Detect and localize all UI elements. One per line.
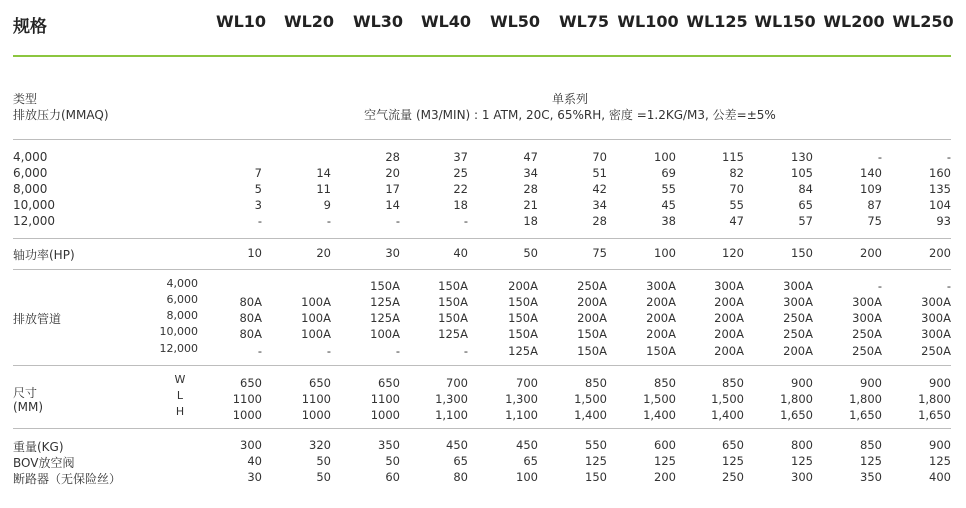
pressure-cell: - — [326, 214, 331, 228]
pressure-row-label: 12,000 — [13, 214, 55, 228]
dimension-sublabel: L — [176, 389, 184, 402]
dimension-cell: 900 — [791, 376, 813, 390]
pipe-cell: 100A — [370, 327, 400, 341]
model-header-wl20: WL20 — [283, 12, 335, 31]
pipe-cell: - — [326, 344, 331, 358]
pipe-cell: 200A — [783, 344, 813, 358]
pipe-cell: 200A — [646, 311, 676, 325]
pressure-cell: 105 — [791, 166, 813, 180]
shaft-power-cell: 50 — [523, 246, 538, 260]
pipe-cell: - — [877, 279, 882, 293]
pressure-cell: 69 — [661, 166, 676, 180]
misc-cell: 600 — [654, 438, 676, 452]
pipe-cell: 300A — [852, 295, 882, 309]
pressure-cell: 37 — [453, 150, 468, 164]
pipe-cell: 200A — [577, 311, 607, 325]
dimension-cell: 1000 — [232, 408, 262, 422]
pressure-cell: 17 — [385, 182, 400, 196]
pipe-cell: 250A — [577, 279, 607, 293]
misc-cell: 150 — [585, 470, 607, 484]
shaft-power-label: 轴功率(HP) — [13, 248, 75, 262]
pressure-cell: 47 — [523, 150, 538, 164]
dimension-cell: 1,800 — [918, 392, 951, 406]
dimension-cell: 1000 — [301, 408, 331, 422]
pipe-cell: 80A — [239, 311, 262, 325]
dimension-cell: 700 — [516, 376, 538, 390]
pressure-cell: 34 — [592, 198, 607, 212]
dimension-cell: 1,300 — [435, 392, 468, 406]
dimension-cell: 1,500 — [574, 392, 607, 406]
pipe-cell: 200A — [646, 295, 676, 309]
pressure-cell: 11 — [316, 182, 331, 196]
pressure-label: 排放压力(MMAQ) — [13, 108, 109, 122]
misc-cell: 50 — [316, 454, 331, 468]
model-header-wl10: WL10 — [215, 12, 267, 31]
pipe-cell: 250A — [852, 344, 882, 358]
model-header-wl30: WL30 — [352, 12, 404, 31]
dimension-cell: 850 — [585, 376, 607, 390]
misc-cell: 300 — [240, 438, 262, 452]
dimension-cell: 1100 — [301, 392, 331, 406]
misc-cell: 200 — [654, 470, 676, 484]
model-header-wl125: WL125 — [686, 12, 748, 31]
page-title: 规格 — [13, 17, 47, 37]
pipe-cell: 300A — [714, 279, 744, 293]
pipe-cell: 300A — [921, 295, 951, 309]
pipe-cell: 250A — [921, 344, 951, 358]
pressure-cell: 84 — [798, 182, 813, 196]
pressure-cell: 70 — [729, 182, 744, 196]
dimension-cell: 700 — [446, 376, 468, 390]
pipe-cell: 150A — [577, 344, 607, 358]
misc-cell: 50 — [316, 470, 331, 484]
pipe-cell: 100A — [301, 311, 331, 325]
dimension-cell: 850 — [654, 376, 676, 390]
pipe-cell: 200A — [714, 295, 744, 309]
pipe-cell: 150A — [370, 279, 400, 293]
pipe-cell: 80A — [239, 327, 262, 341]
pressure-cell: 55 — [729, 198, 744, 212]
dimension-cell: 900 — [860, 376, 882, 390]
misc-cell: 125 — [654, 454, 676, 468]
divider — [13, 139, 951, 140]
model-header-wl200: WL200 — [823, 12, 885, 31]
pressure-cell: 28 — [592, 214, 607, 228]
pressure-cell: 7 — [254, 166, 262, 180]
pipe-cell: 250A — [783, 311, 813, 325]
misc-cell: 125 — [860, 454, 882, 468]
pressure-cell: 55 — [661, 182, 676, 196]
pipe-cell: 200A — [714, 327, 744, 341]
pipe-cell: - — [946, 279, 951, 293]
pipe-pressure-sublabel: 12,000 — [159, 342, 198, 355]
pressure-cell: 42 — [592, 182, 607, 196]
dimension-cell: 1,300 — [505, 392, 538, 406]
misc-cell: 450 — [446, 438, 468, 452]
pressure-cell: 82 — [729, 166, 744, 180]
dimension-cell: 1,800 — [780, 392, 813, 406]
model-header-wl250: WL250 — [892, 12, 954, 31]
misc-cell: 300 — [791, 470, 813, 484]
dimension-cell: 1,650 — [918, 408, 951, 422]
model-header-wl75: WL75 — [558, 12, 610, 31]
flow-note: 空气流量 (M3/MIN) : 1 ATM, 20C, 65%RH, 密度 =1.2KG/M3, 公差=±5% — [364, 108, 776, 122]
pipe-pressure-sublabel: 8,000 — [166, 309, 198, 322]
pressure-cell: 87 — [867, 198, 882, 212]
shaft-power-cell: 150 — [791, 246, 813, 260]
pressure-cell: 34 — [523, 166, 538, 180]
pressure-cell: - — [395, 214, 400, 228]
pressure-cell: 9 — [323, 198, 331, 212]
pipe-cell: 250A — [783, 327, 813, 341]
divider — [13, 365, 951, 366]
pressure-row-label: 8,000 — [13, 182, 48, 196]
misc-row-label: 断路器（无保险丝） — [13, 472, 122, 486]
pipe-cell: 150A — [438, 311, 468, 325]
pipe-cell: 150A — [508, 311, 538, 325]
misc-cell: 60 — [385, 470, 400, 484]
misc-cell: 320 — [309, 438, 331, 452]
pressure-cell: 14 — [385, 198, 400, 212]
misc-cell: 850 — [860, 438, 882, 452]
pipe-cell: - — [463, 344, 468, 358]
dimension-cell: 650 — [378, 376, 400, 390]
pressure-cell: 5 — [254, 182, 262, 196]
pressure-cell: - — [946, 150, 951, 164]
pipe-cell: 100A — [301, 327, 331, 341]
pressure-row-label: 4,000 — [13, 150, 48, 164]
pipe-cell: 200A — [714, 344, 744, 358]
discharge-pipe-label: 排放管道 — [13, 312, 62, 326]
pressure-cell: 47 — [729, 214, 744, 228]
pressure-cell: 28 — [523, 182, 538, 196]
pressure-cell: 25 — [453, 166, 468, 180]
pressure-cell: 22 — [453, 182, 468, 196]
dimension-sublabel: W — [174, 373, 186, 386]
pipe-cell: - — [257, 344, 262, 358]
dimension-cell: 1,400 — [574, 408, 607, 422]
misc-cell: 900 — [929, 438, 951, 452]
pressure-cell: - — [257, 214, 262, 228]
pipe-pressure-sublabel: 10,000 — [159, 325, 198, 338]
pipe-pressure-sublabel: 6,000 — [166, 293, 198, 306]
pipe-cell: 150A — [438, 295, 468, 309]
pressure-cell: 18 — [453, 198, 468, 212]
header-divider — [13, 55, 951, 57]
pressure-cell: 18 — [523, 214, 538, 228]
shaft-power-cell: 10 — [247, 246, 262, 260]
misc-row-label: 重量(KG) — [13, 440, 64, 454]
shaft-power-cell: 30 — [385, 246, 400, 260]
pipe-cell: - — [395, 344, 400, 358]
pressure-cell: 104 — [929, 198, 951, 212]
pipe-cell: 150A — [508, 327, 538, 341]
divider — [13, 269, 951, 270]
shaft-power-cell: 40 — [453, 246, 468, 260]
pressure-cell: 28 — [385, 150, 400, 164]
pressure-cell: 65 — [798, 198, 813, 212]
pipe-cell: 300A — [921, 327, 951, 341]
misc-cell: 250 — [722, 470, 744, 484]
misc-row-label: BOV放空阀 — [13, 456, 75, 470]
misc-cell: 65 — [453, 454, 468, 468]
pipe-cell: 300A — [783, 295, 813, 309]
pipe-cell: 300A — [921, 311, 951, 325]
misc-cell: 650 — [722, 438, 744, 452]
size-unit-label: (MM) — [13, 400, 44, 414]
pressure-cell: - — [463, 214, 468, 228]
model-header-wl150: WL150 — [754, 12, 816, 31]
pressure-cell: 51 — [592, 166, 607, 180]
pipe-cell: 200A — [714, 311, 744, 325]
dimension-cell: 650 — [309, 376, 331, 390]
pipe-cell: 300A — [783, 279, 813, 293]
misc-cell: 450 — [516, 438, 538, 452]
dimension-cell: 1000 — [370, 408, 400, 422]
misc-cell: 350 — [378, 438, 400, 452]
pressure-cell: 140 — [860, 166, 882, 180]
pipe-cell: 100A — [301, 295, 331, 309]
dimension-cell: 1,500 — [643, 392, 676, 406]
shaft-power-cell: 200 — [860, 246, 882, 260]
pipe-cell: 200A — [577, 295, 607, 309]
misc-cell: 125 — [929, 454, 951, 468]
pressure-cell: 109 — [860, 182, 882, 196]
pressure-cell: 100 — [654, 150, 676, 164]
pipe-cell: 250A — [852, 327, 882, 341]
pressure-cell: 3 — [254, 198, 262, 212]
dimension-cell: 1,400 — [711, 408, 744, 422]
model-header-wl50: WL50 — [489, 12, 541, 31]
pipe-cell: 125A — [370, 295, 400, 309]
pipe-cell: 200A — [646, 327, 676, 341]
divider — [13, 238, 951, 239]
pressure-cell: 20 — [385, 166, 400, 180]
dimension-cell: 1,800 — [849, 392, 882, 406]
pressure-cell: 160 — [929, 166, 951, 180]
pressure-cell: - — [877, 150, 882, 164]
shaft-power-cell: 75 — [592, 246, 607, 260]
dimension-cell: 900 — [929, 376, 951, 390]
misc-cell: 65 — [523, 454, 538, 468]
dimension-cell: 850 — [722, 376, 744, 390]
dimension-sublabel: H — [175, 405, 185, 418]
dimension-cell: 650 — [240, 376, 262, 390]
dimension-cell: 1100 — [232, 392, 262, 406]
misc-cell: 100 — [516, 470, 538, 484]
misc-cell: 400 — [929, 470, 951, 484]
pressure-cell: 21 — [523, 198, 538, 212]
misc-cell: 50 — [385, 454, 400, 468]
shaft-power-cell: 120 — [722, 246, 744, 260]
pressure-cell: 45 — [661, 198, 676, 212]
pressure-cell: 14 — [316, 166, 331, 180]
size-label: 尺寸 — [13, 386, 38, 400]
pipe-pressure-sublabel: 4,000 — [166, 277, 198, 290]
shaft-power-cell: 100 — [654, 246, 676, 260]
pipe-cell: 125A — [370, 311, 400, 325]
type-label: 类型 — [13, 92, 38, 106]
misc-cell: 40 — [247, 454, 262, 468]
misc-cell: 125 — [791, 454, 813, 468]
pipe-cell: 150A — [508, 295, 538, 309]
pipe-cell: 125A — [438, 327, 468, 341]
model-header-wl40: WL40 — [420, 12, 472, 31]
divider — [13, 428, 951, 429]
dimension-cell: 1100 — [370, 392, 400, 406]
pressure-cell: 135 — [929, 182, 951, 196]
misc-cell: 350 — [860, 470, 882, 484]
pressure-cell: 115 — [722, 150, 744, 164]
pipe-cell: 150A — [646, 344, 676, 358]
shaft-power-cell: 20 — [316, 246, 331, 260]
pipe-cell: 150A — [577, 327, 607, 341]
misc-cell: 550 — [585, 438, 607, 452]
pressure-cell: 57 — [798, 214, 813, 228]
pressure-cell: 38 — [661, 214, 676, 228]
misc-cell: 125 — [585, 454, 607, 468]
pipe-cell: 125A — [508, 344, 538, 358]
pressure-row-label: 10,000 — [13, 198, 55, 212]
dimension-cell: 1,100 — [505, 408, 538, 422]
pressure-cell: 75 — [867, 214, 882, 228]
series-label: 单系列 — [551, 92, 588, 106]
dimension-cell: 1,500 — [711, 392, 744, 406]
pipe-cell: 300A — [646, 279, 676, 293]
pipe-cell: 80A — [239, 295, 262, 309]
pipe-cell: 150A — [438, 279, 468, 293]
dimension-cell: 1,400 — [643, 408, 676, 422]
misc-cell: 125 — [722, 454, 744, 468]
dimension-cell: 1,100 — [435, 408, 468, 422]
misc-cell: 80 — [453, 470, 468, 484]
pressure-cell: 93 — [936, 214, 951, 228]
pipe-cell: 300A — [852, 311, 882, 325]
misc-cell: 800 — [791, 438, 813, 452]
pipe-cell: 200A — [508, 279, 538, 293]
dimension-cell: 1,650 — [780, 408, 813, 422]
pressure-cell: 70 — [592, 150, 607, 164]
misc-cell: 30 — [247, 470, 262, 484]
shaft-power-cell: 200 — [929, 246, 951, 260]
pressure-cell: 130 — [791, 150, 813, 164]
pressure-row-label: 6,000 — [13, 166, 48, 180]
model-header-wl100: WL100 — [617, 12, 679, 31]
dimension-cell: 1,650 — [849, 408, 882, 422]
